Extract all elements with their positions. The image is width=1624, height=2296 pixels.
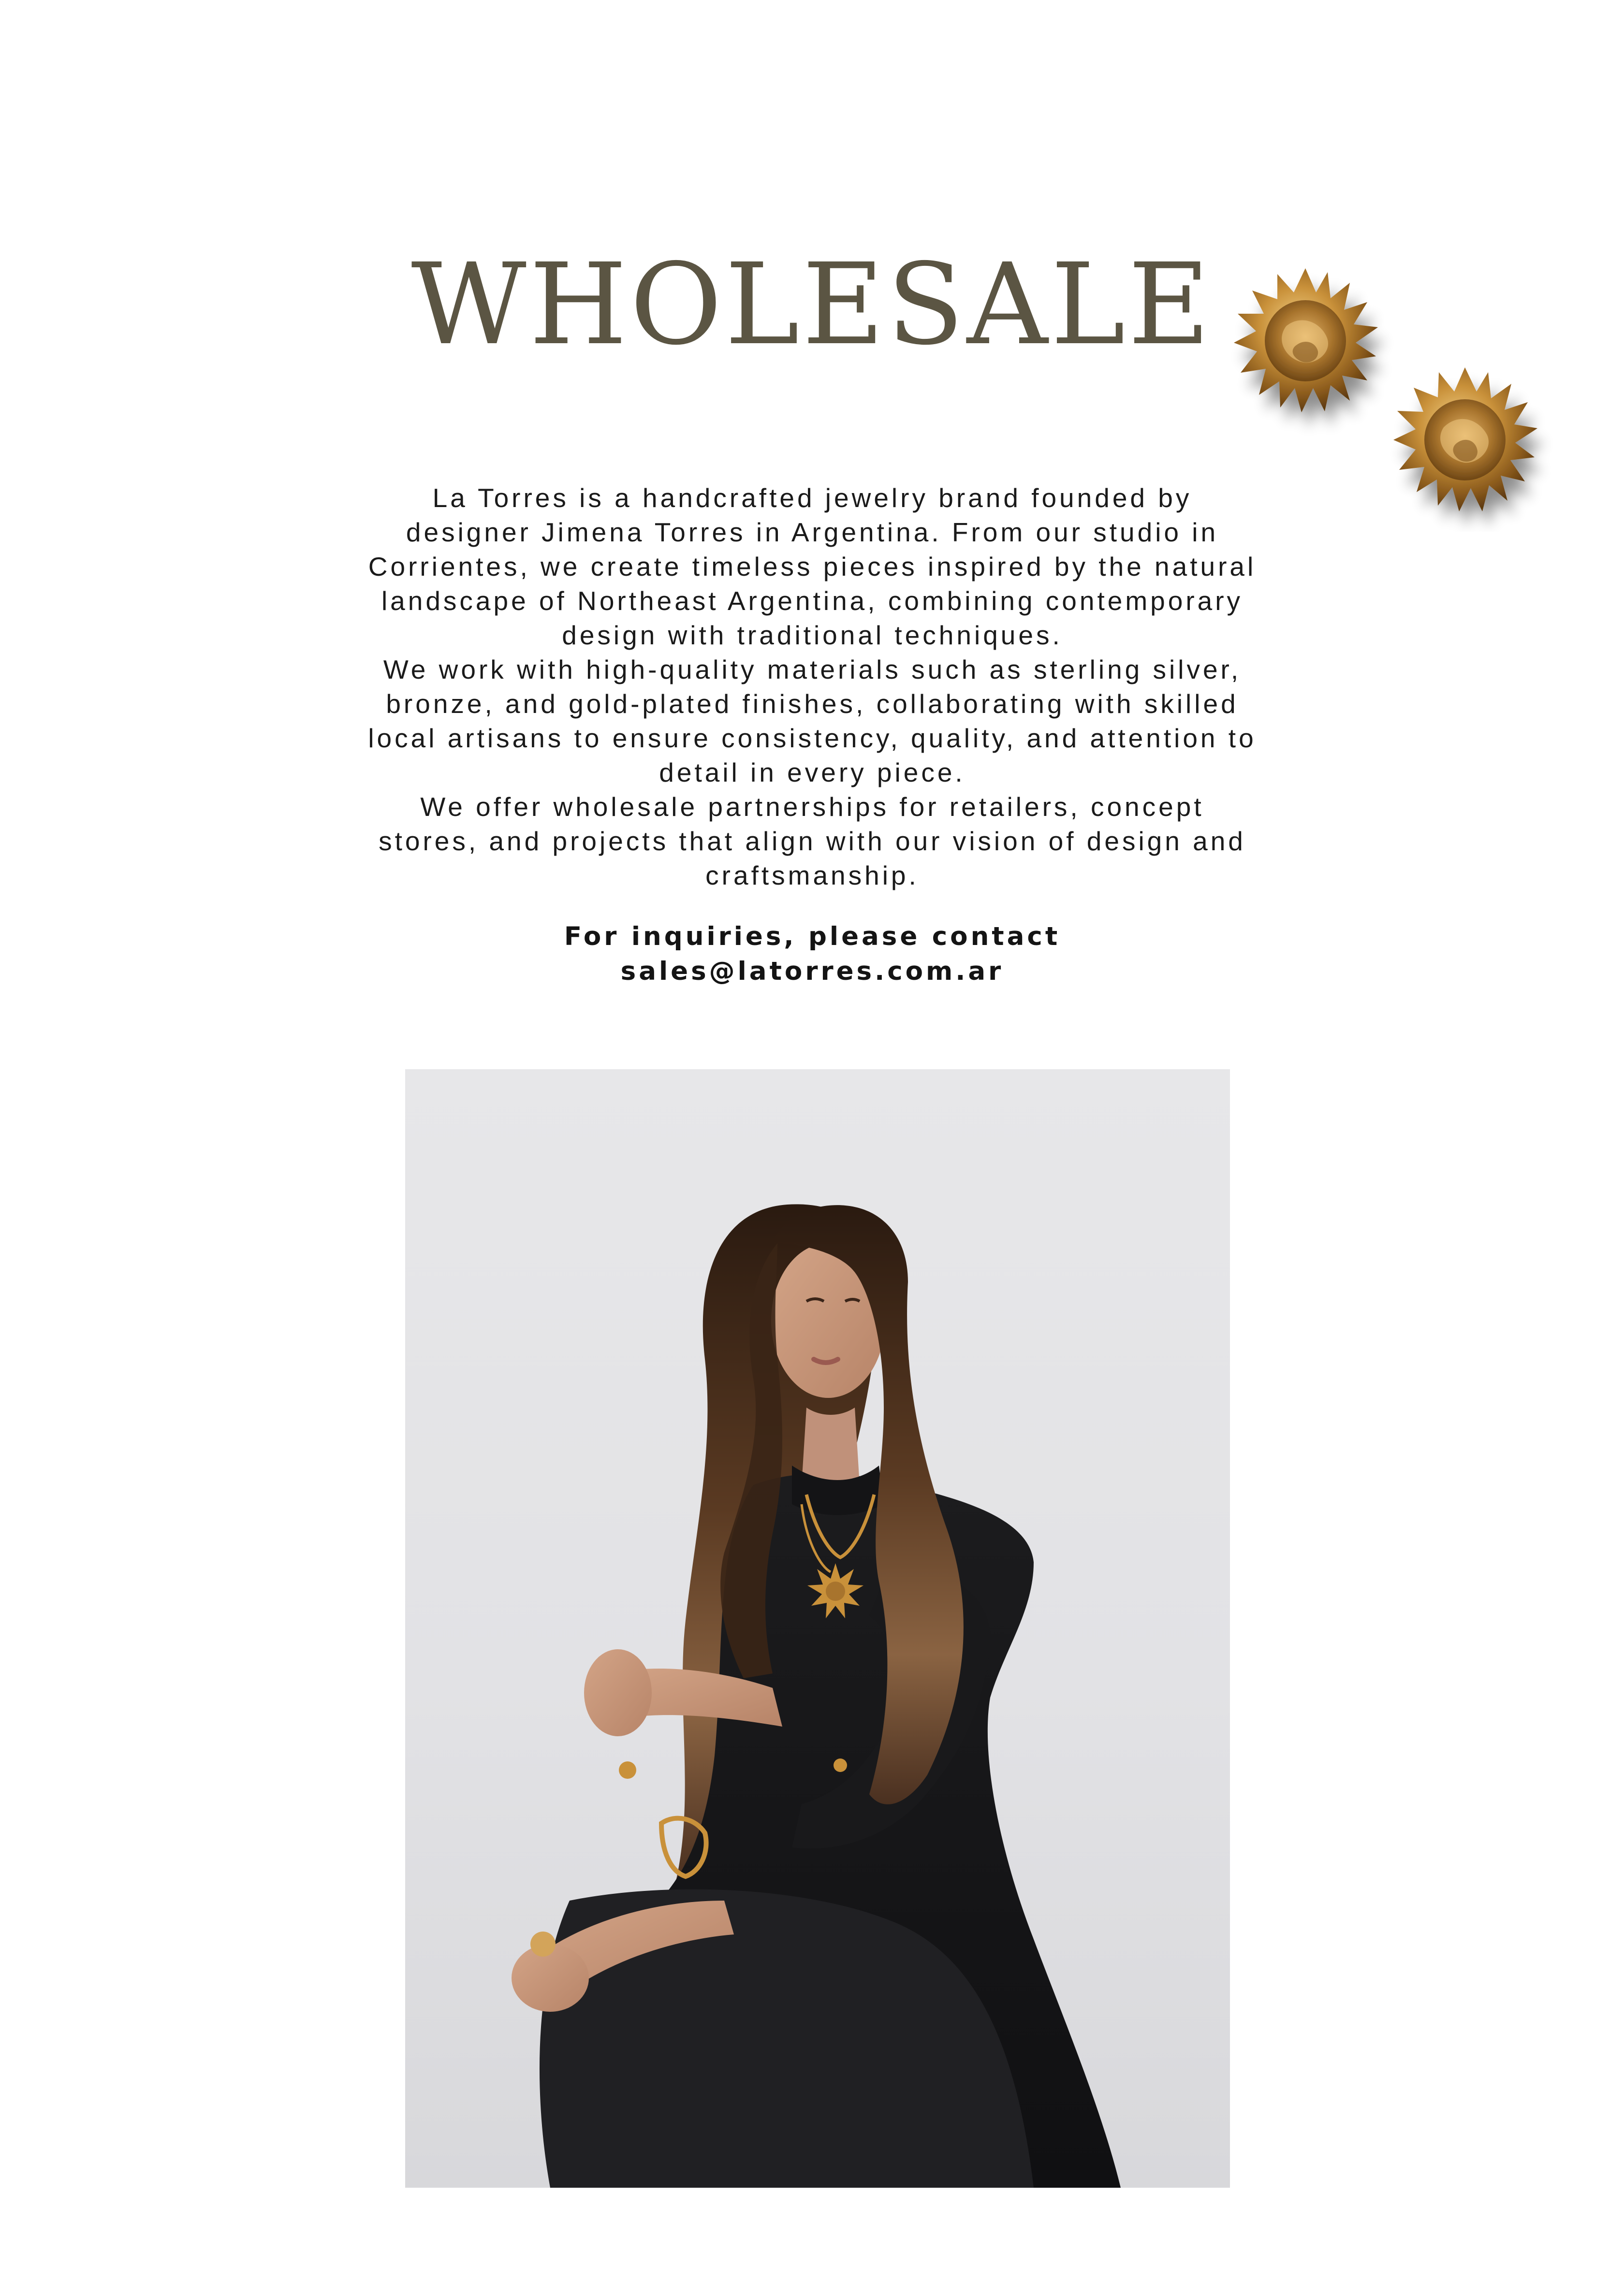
contact-prompt: For inquiries, please contact xyxy=(564,922,1061,951)
gold-sun-earrings-image xyxy=(1209,261,1566,532)
intro-paragraph-3: We offer wholesale partnerships for retailers, concept stores, and projects that align with our vision of design and craftsmanship. xyxy=(379,792,1246,890)
contact-email[interactable]: sales@latorres.com.ar xyxy=(620,957,1004,986)
intro-paragraph-2: We work with high-quality materials such as sterling silver, bronze, and gold-plated finishes, collaborating with skilled local artisans to ensure consistency, quality, and attention to detail in every piece. xyxy=(368,654,1257,787)
portrait-photo xyxy=(405,1069,1230,2188)
portrait-illustration xyxy=(405,1069,1230,2188)
contact-block xyxy=(367,919,1257,989)
intro-text xyxy=(367,481,1257,893)
page-title: WHOLESALE xyxy=(411,239,1213,370)
intro-paragraph-1: La Torres is a handcrafted jewelry brand founded by designer Jimena Torres in Argentina. From our studio in Corrientes, we create timeless pieces inspired by the natural landscape of Northeast Argentina, combining contemporary design with traditional techniques. xyxy=(368,483,1257,650)
